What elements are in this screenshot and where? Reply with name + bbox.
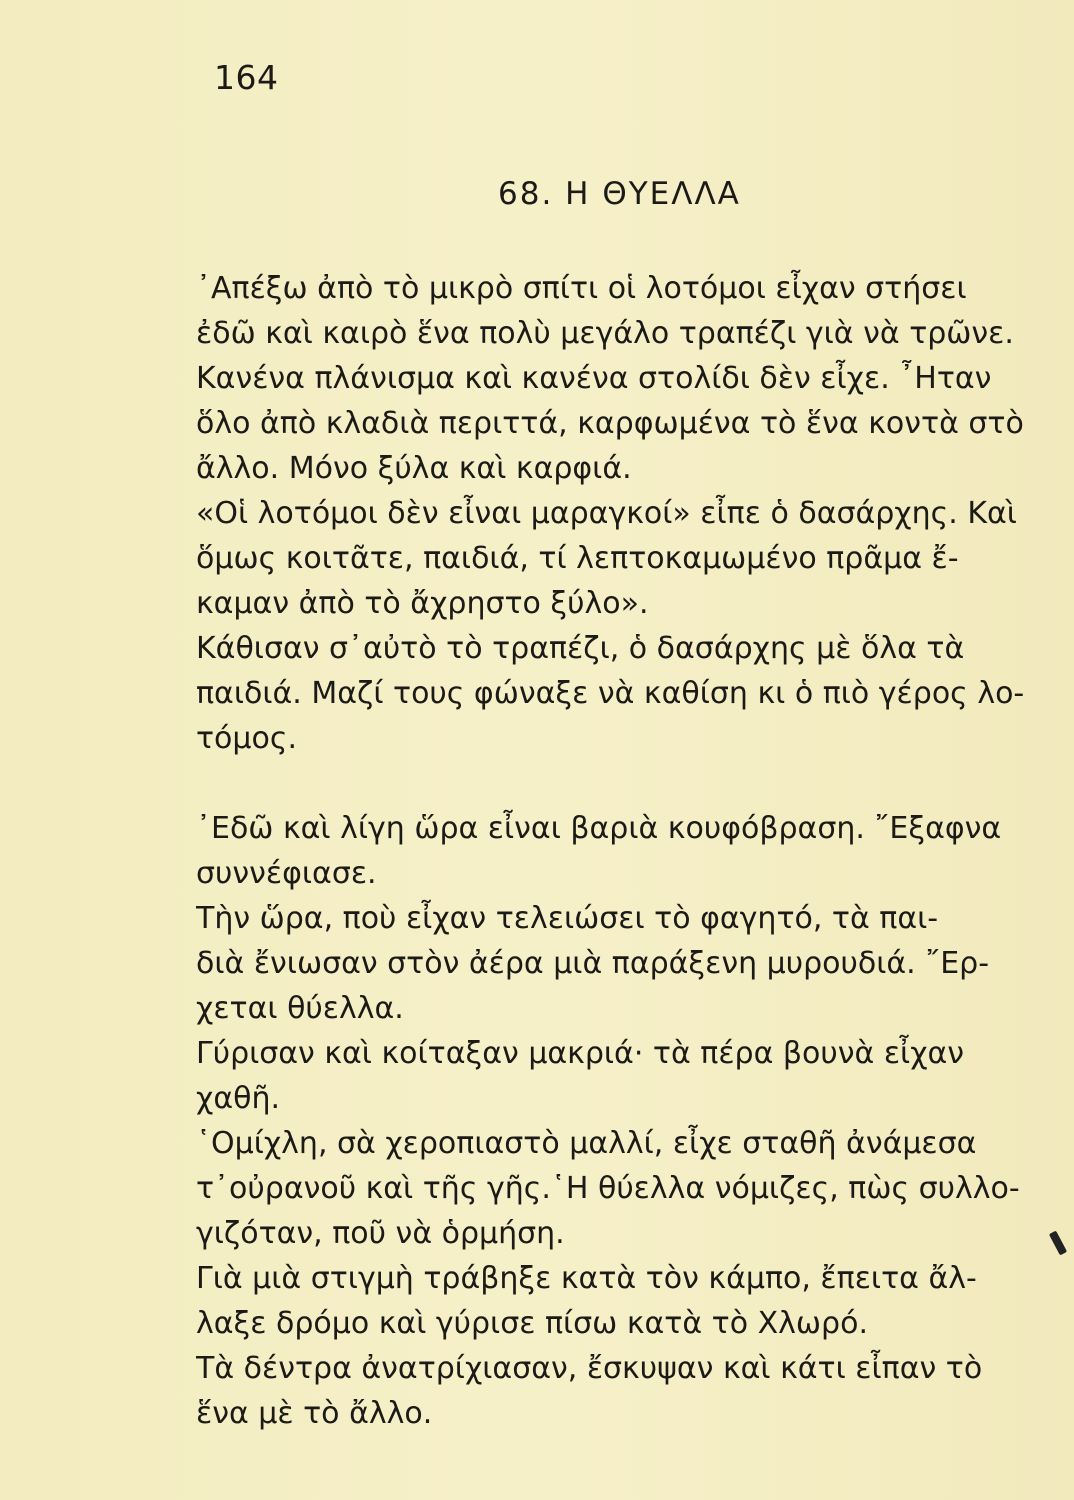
text-line: ᾿Απέξω ἀπὸ τὸ μικρὸ σπίτι οἱ λοτόμοι εἶχαν στήσει — [196, 271, 967, 306]
paragraph-gap — [196, 761, 1036, 806]
text-line: Γύρισαν καὶ κοίταξαν μακριά· τὰ πέρα βουνὰ εἶχαν — [196, 1036, 965, 1071]
text-line: καμαν ἀπὸ τὸ ἄχρηστο ξύλο». — [196, 586, 649, 621]
chapter-title: 68. Η ΘΥΕΛΛΑ — [498, 176, 741, 212]
body-text — [196, 266, 1036, 1436]
text-line: τόμος. — [196, 721, 298, 756]
text-line: ἕνα μὲ τὸ ἄλλο. — [196, 1396, 433, 1431]
page-number: 164 — [214, 58, 279, 97]
text-line: Κάθισαν σ᾿αὐτὸ τὸ τραπέζι, ὁ δασάρχης μὲ ὅλα τὰ — [196, 631, 965, 666]
text-line: ᾿Εδῶ καὶ λίγη ὥρα εἶναι βαριὰ κουφόβραση. ῎Εξαφνα — [196, 811, 1002, 846]
text-line: γιζόταν, ποῦ νὰ ὁρμήση. — [196, 1216, 565, 1251]
text-line: Τὴν ὥρα, ποὺ εἶχαν τελειώσει τὸ φαγητό, τὰ παι- — [196, 901, 939, 936]
text-line: Τὰ δέντρα ἀνατρίχιασαν, ἔσκυψαν καὶ κάτι εἶπαν τὸ — [196, 1351, 983, 1386]
text-line: Κανένα πλάνισμα καὶ κανένα στολίδι δὲν εἶχε. ῏Ηταν — [196, 361, 992, 396]
text-line: ἐδῶ καὶ καιρὸ ἕνα πολὺ μεγάλο τραπέζι γιὰ νὰ τρῶνε. — [196, 316, 1014, 351]
text-line: ἄλλο. Μόνο ξύλα καὶ καρφιά. — [196, 451, 632, 486]
text-line: παιδιά. Μαζί τους φώναξε νὰ καθίση κι ὁ πιὸ γέρος λο- — [196, 676, 1025, 711]
text-line: χαθῆ. — [196, 1081, 281, 1116]
text-line: συννέφιασε. — [196, 856, 377, 891]
text-line: ὅμως κοιτᾶτε, παιδιά, τί λεπτοκαμωμένο πρᾶμα ἔ- — [196, 541, 959, 576]
text-line: διὰ ἔνιωσαν στὸν ἀέρα μιὰ παράξενη μυρουδιά. ῎Ερ- — [196, 946, 990, 981]
text-line: τ᾿οὐρανοῦ καὶ τῆς γῆς.῾Η θύελλα νόμιζες, πὼς συλλο- — [196, 1171, 1020, 1206]
margin-ink-mark — [1049, 1231, 1067, 1256]
text-line: χεται θύελλα. — [196, 991, 404, 1026]
text-line: λαξε δρόμο καὶ γύρισε πίσω κατὰ τὸ Χλωρό. — [196, 1306, 868, 1341]
text-line: Γιὰ μιὰ στιγμὴ τράβηξε κατὰ τὸν κάμπο, ἔπειτα ἄλ- — [196, 1261, 977, 1296]
text-line: ῾Ομίχλη, σὰ χεροπιαστὸ μαλλί, εἶχε σταθῆ ἀνάμεσα — [196, 1126, 977, 1161]
text-line: ὅλο ἀπὸ κλαδιὰ περιττά, καρφωμένα τὸ ἕνα κοντὰ στὸ — [196, 406, 1024, 441]
text-line: «Οἱ λοτόμοι δὲν εἶναι μαραγκοί» εἶπε ὁ δασάρχης. Καὶ — [196, 496, 1017, 531]
